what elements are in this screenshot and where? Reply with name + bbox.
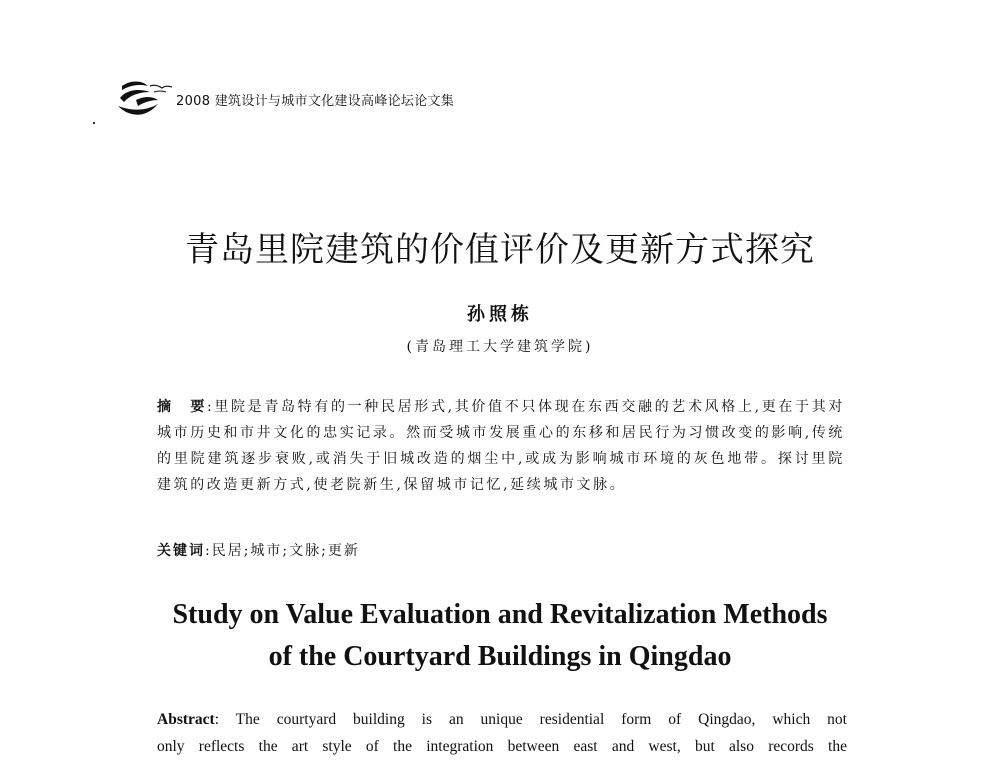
title-english-line-2: of the Courtyard Buildings in Qingdao xyxy=(268,641,732,672)
abstract-english xyxy=(157,706,847,760)
author-name: 孙照栋 xyxy=(467,304,533,325)
abstract-chinese-label: 摘 要 xyxy=(157,399,207,415)
keywords-chinese xyxy=(157,540,845,560)
abstract-chinese-text: :里院是青岛特有的一种民居形式,其价值不只体现在东西交融的艺术风格上,更在于其对城市历史和市井文化的忠实记录。然而受城市发展重心的东移和居民行为习惯改变的影响,传统的里院建筑逐步衰败,或消失于旧城改造的烟尘中,或成为影响城市环境的灰色地带。探讨里院建筑的改造更新方式,使老院新生,保留城市记忆,延续城市文脉。 xyxy=(157,399,845,493)
abstract-english-line-2: only reflects the art style of the integration between east and west, but also records the xyxy=(157,738,847,755)
abstract-english-line-1 xyxy=(157,706,847,733)
abstract-chinese xyxy=(157,394,845,498)
keywords-chinese-text: :民居;城市;文脉;更新 xyxy=(205,543,360,559)
title-chinese: 青岛里院建筑的价值评价及更新方式探究 xyxy=(185,230,815,270)
running-header xyxy=(116,76,454,122)
running-title: 2008 建筑设计与城市文化建设高峰论坛论文集 xyxy=(176,93,455,109)
author-affiliation: (青岛理工大学建筑学院) xyxy=(406,339,594,355)
title-english xyxy=(0,594,1000,678)
abstract-english-line-1-text: : The courtyard building is an unique residential form of Qingdao, which not xyxy=(214,711,847,728)
margin-dot xyxy=(93,122,95,124)
keywords-chinese-label: 关键词 xyxy=(157,543,205,559)
abstract-english-label: Abstract xyxy=(157,711,215,728)
conference-logo-icon xyxy=(116,76,174,122)
title-english-line-1: Study on Value Evaluation and Revitalization Methods xyxy=(172,599,828,630)
